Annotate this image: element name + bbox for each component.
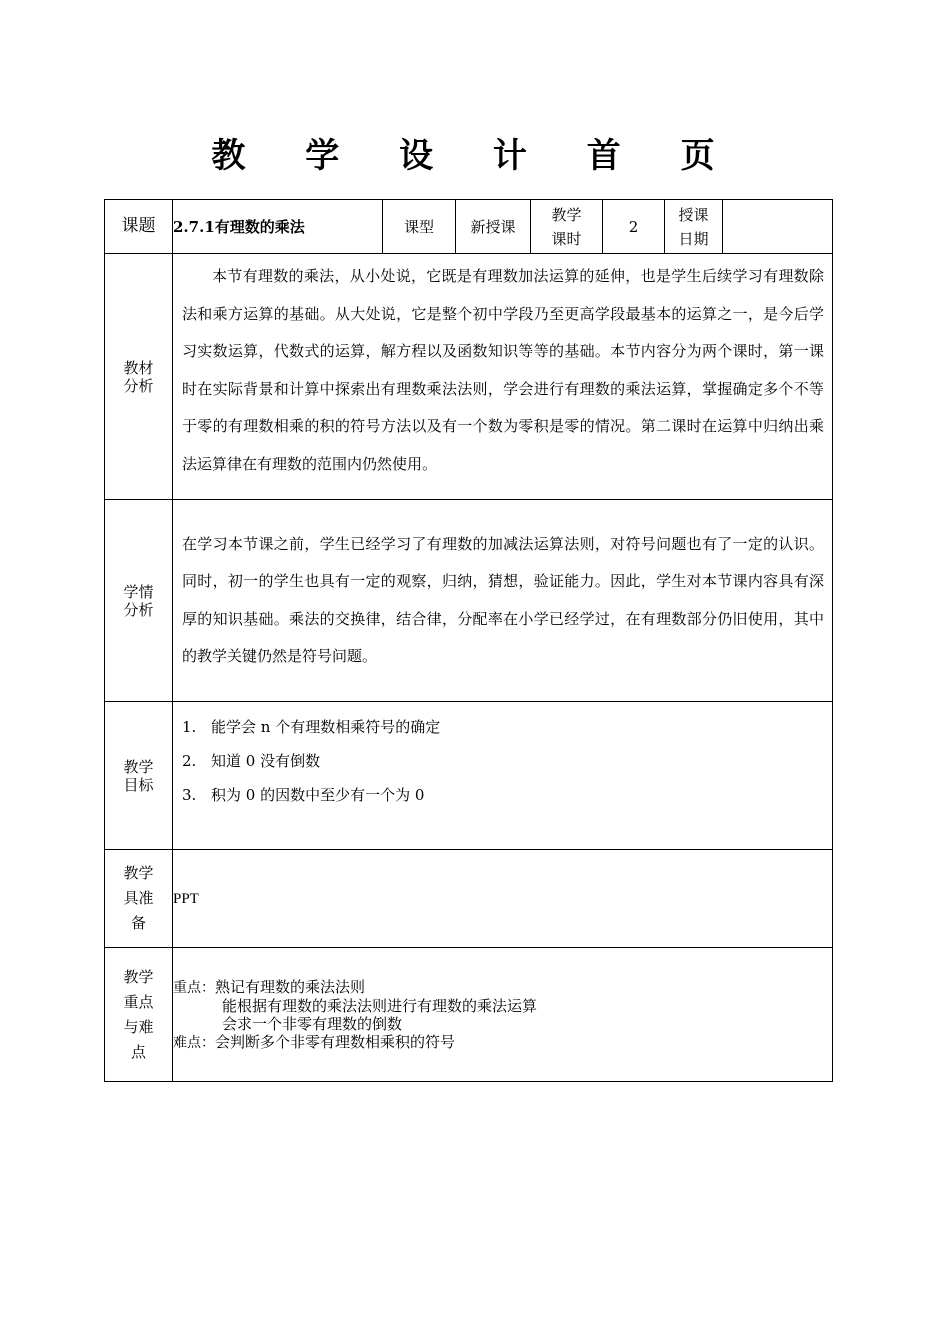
date-value [723,200,833,254]
hours-label-line-2: 课时 [551,229,582,248]
type-label: 课型 [383,200,456,254]
material-label [105,254,173,500]
keypoints-label-line-1: 教学 [123,967,154,986]
learner-label-line-2: 分析 [123,600,154,619]
goals-label-line-2: 目标 [123,775,154,794]
material-text: 本节有理数的乘法，从小处说，它既是有理数加法运算的延伸，也是学生后续学习有理数除法和乘方运算的基础。从大处说，它是整个初中学段乃至更高学段最基本的运算之一，是今后学习实数运算，代数式的运算，解方程以及函数知识等等的基础。本节内容分为两个课时，第一课时在实际背景和计算中探索出有理数乘法法则，学会进行有理数的乘法运算，掌握确定多个不等于零的有理数相乘的积的符号方法以及有一个数为零积是零的情况。第二课时在运算中归纳出乘法运算律在有理数的范围内仍然使用。 [182,267,824,473]
key-prefix: 重点： [173,979,215,996]
material-label-line-1: 教材 [123,358,154,377]
goals-label [105,702,173,850]
learner-row [105,500,833,702]
page-title: 教 学 设 计 首 页 [211,136,739,176]
goal-text: 积为 0 的因数中至少有一个为 0 [211,786,425,804]
goal-text: 能学会 n 个有理数相乘符号的确定 [211,718,441,736]
learner-text: 在学习本节课之前，学生已经学习了有理数的加减法运算法则，对符号问题也有了一定的认识。同时，初一的学生也具有一定的观察，归纳，猜想，验证能力。因此，学生对本节课内容具有深厚的知识基础。乘法的交换律，结合律，分配率在小学已经学过，在有理数部分仍旧使用，其中的教学关键仍然是符号问题。 [182,534,824,665]
material-label-line-2: 分析 [123,376,154,395]
tools-label-line-3: 备 [130,914,146,932]
tools-label [105,850,173,948]
keypoints-label-line-2: 重点 [123,992,154,1011]
goal-number: 1. [182,718,197,736]
topic-label: 课题 [105,200,173,254]
keypoints-label-line-3: 与难 [123,1017,154,1036]
goal-number: 2. [182,752,197,770]
type-value: 新授课 [456,200,531,254]
key-line-1 [173,978,832,997]
goals-cell [173,702,833,850]
goal-item [182,778,824,812]
difficulty-point-1: 会判断多个非零有理数相乘积的符号 [215,1032,456,1051]
key-point-1: 熟记有理数的乘法法则 [215,977,366,996]
goal-item [182,710,824,744]
goal-item [182,744,824,778]
tools-row [105,850,833,948]
tools-label-line-2: 具准 [123,889,154,907]
hours-value: 2 [603,200,665,254]
hours-label [531,200,603,254]
keypoints-label [105,948,173,1082]
lesson-design-table [104,199,833,1082]
date-label [665,200,723,254]
learner-label-line-1: 学情 [123,582,154,601]
learner-cell [173,500,833,702]
material-cell [173,254,833,500]
header-row [105,200,833,254]
key-point-2: 能根据有理数的乘法法则进行有理数的乘法运算 [222,996,538,1015]
goals-list [173,702,832,812]
tools-label-line-1: 教学 [123,864,154,882]
date-label-line-1: 授课 [678,205,709,224]
goal-number: 3. [182,786,197,804]
material-row [105,254,833,500]
difficulty-line [173,1033,832,1052]
tools-value: PPT [173,850,833,948]
goals-row [105,702,833,850]
key-point-3: 会求一个非零有理数的倒数 [222,1014,403,1033]
topic-value: 2.7.1有理数的乘法 [173,200,383,254]
difficulty-prefix: 难点： [173,1034,215,1051]
date-label-line-2: 日期 [678,229,709,248]
learner-label [105,500,173,702]
hours-label-line-1: 教学 [551,205,582,224]
keypoints-label-line-4: 点 [130,1042,146,1061]
goals-label-line-1: 教学 [123,757,154,776]
keypoints-row [105,948,833,1082]
goal-text: 知道 0 没有倒数 [211,752,321,770]
keypoints-cell [173,948,833,1082]
